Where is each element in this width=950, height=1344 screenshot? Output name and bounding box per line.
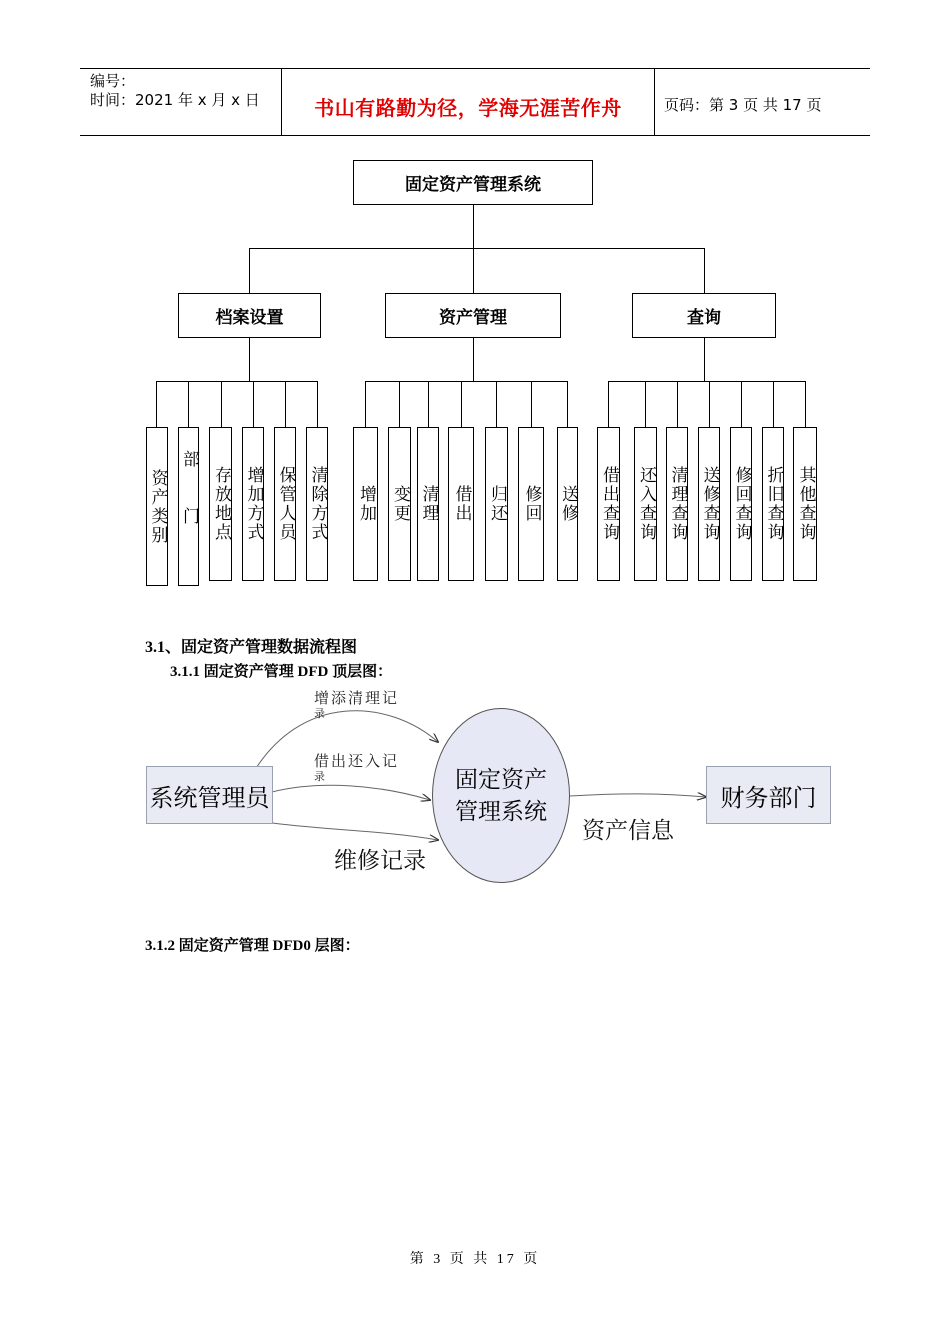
org-group-box bbox=[385, 293, 561, 338]
connector bbox=[473, 205, 474, 249]
org-leaf-label: 变更 bbox=[390, 485, 410, 523]
header-meta bbox=[90, 72, 260, 110]
flow-label-lend-tail: 录 bbox=[314, 770, 327, 783]
header-divider-2 bbox=[654, 68, 655, 136]
connector bbox=[461, 381, 462, 427]
org-group-label: 查询 bbox=[687, 308, 721, 328]
dfd-source-label: 系统管理员 bbox=[149, 783, 270, 812]
connector bbox=[156, 381, 317, 382]
flow-label-clean: 增添清理记 bbox=[314, 689, 400, 707]
connector bbox=[156, 381, 157, 427]
dfd-source-entity bbox=[146, 766, 273, 824]
dfd-sink-entity bbox=[706, 766, 831, 824]
connector bbox=[365, 381, 366, 427]
org-leaf-box bbox=[730, 427, 752, 581]
section-heading-3-1: 3.1、固定资产管理数据流程图 bbox=[145, 639, 358, 656]
dfd-process-label: 固定资产管理系统 bbox=[455, 766, 547, 825]
flow-label-lend: 借出还入记 bbox=[314, 752, 400, 770]
org-leaf-label: 增加 bbox=[356, 485, 376, 523]
connector bbox=[285, 381, 286, 427]
org-leaf-box bbox=[698, 427, 720, 581]
section-heading-3-1-2: 3.1.2 固定资产管理 DFD0 层图： bbox=[145, 938, 360, 954]
connector bbox=[567, 381, 568, 427]
connector bbox=[473, 338, 474, 382]
org-leaf-label: 送修查询 bbox=[699, 466, 720, 542]
org-leaf-box bbox=[485, 427, 508, 581]
connector bbox=[709, 381, 710, 427]
org-leaf-label: 归还 bbox=[487, 485, 507, 523]
org-leaf-box bbox=[353, 427, 378, 581]
org-leaf-box bbox=[666, 427, 688, 581]
connector bbox=[496, 381, 497, 427]
connector bbox=[805, 381, 806, 427]
connector bbox=[773, 381, 774, 427]
header-top-rule bbox=[80, 68, 870, 69]
org-leaf-label: 增加方式 bbox=[243, 466, 264, 542]
header-time: 时间：2021 年 x 月 x 日 bbox=[90, 91, 260, 109]
org-leaf-label: 资产类别 bbox=[147, 468, 168, 545]
header-page-number: 页码：第 3 页 共 17 页 bbox=[664, 96, 822, 114]
org-group-label: 档案设置 bbox=[215, 308, 284, 328]
connector bbox=[704, 248, 705, 293]
connector bbox=[704, 338, 705, 382]
flow-arrow-repair bbox=[265, 822, 438, 840]
connector bbox=[608, 381, 805, 382]
org-root-label: 固定资产管理系统 bbox=[405, 175, 541, 195]
org-leaf-box bbox=[388, 427, 411, 581]
org-leaf-label: 借出 bbox=[451, 485, 472, 523]
connector bbox=[317, 381, 318, 427]
header-number: 编号： bbox=[90, 72, 136, 90]
connector bbox=[645, 381, 646, 427]
connector bbox=[741, 381, 742, 427]
org-leaf-label: 部门 bbox=[179, 449, 199, 564]
org-leaf-box bbox=[762, 427, 784, 581]
connector bbox=[428, 381, 429, 427]
connector bbox=[365, 381, 567, 382]
org-group-box bbox=[178, 293, 321, 338]
section-heading-3-1-1: 3.1.1 固定资产管理 DFD 顶层图： bbox=[170, 664, 393, 680]
org-leaf-label: 借出查询 bbox=[599, 466, 619, 542]
org-leaf-label: 折旧查询 bbox=[763, 466, 784, 542]
flow-label-repair: 维修记录 bbox=[334, 848, 426, 874]
org-leaf-box bbox=[597, 427, 620, 581]
connector bbox=[531, 381, 532, 427]
connector bbox=[249, 248, 250, 293]
org-leaf-label: 清理 bbox=[418, 485, 439, 523]
org-leaf-box bbox=[557, 427, 578, 581]
connector bbox=[399, 381, 400, 427]
flow-label-asset-info: 资产信息 bbox=[582, 818, 674, 844]
flow-arrow-lend bbox=[272, 785, 430, 800]
org-leaf-box bbox=[306, 427, 328, 581]
org-leaf-box bbox=[448, 427, 474, 581]
connector bbox=[249, 338, 250, 382]
org-leaf-box bbox=[146, 427, 168, 586]
org-leaf-label: 送修 bbox=[558, 485, 578, 523]
org-leaf-box bbox=[242, 427, 264, 581]
connector bbox=[221, 381, 222, 427]
org-leaf-label: 清理查询 bbox=[667, 466, 688, 542]
flow-label-clean-tail: 录 bbox=[314, 707, 327, 720]
connector bbox=[473, 248, 474, 293]
org-leaf-label: 修回 bbox=[521, 485, 542, 523]
org-root-box bbox=[353, 160, 593, 205]
org-leaf-box bbox=[274, 427, 296, 581]
connector bbox=[677, 381, 678, 427]
header-motto: 书山有路勤为径，学海无涯苦作舟 bbox=[314, 96, 622, 120]
org-leaf-box bbox=[518, 427, 544, 581]
dfd-sink-label: 财务部门 bbox=[720, 783, 817, 812]
org-group-box bbox=[632, 293, 776, 338]
org-leaf-label: 其他查询 bbox=[795, 466, 816, 542]
org-leaf-label: 还入查询 bbox=[636, 466, 656, 542]
flow-arrow-asset-info bbox=[570, 794, 706, 797]
org-leaf-box bbox=[793, 427, 817, 581]
org-leaf-box bbox=[634, 427, 657, 581]
org-leaf-label: 清除方式 bbox=[307, 466, 328, 542]
org-leaf-box bbox=[178, 427, 199, 586]
page-footer: 第 3 页 共 17 页 bbox=[409, 1252, 541, 1267]
org-leaf-label: 修回查询 bbox=[731, 466, 752, 542]
org-leaf-label: 存放地点 bbox=[211, 466, 231, 542]
org-leaf-label: 保管人员 bbox=[275, 466, 296, 542]
org-leaf-box bbox=[417, 427, 439, 581]
header-bottom-rule bbox=[80, 135, 870, 136]
connector bbox=[608, 381, 609, 427]
connector bbox=[249, 248, 705, 249]
dfd-process bbox=[432, 708, 570, 883]
org-leaf-box bbox=[209, 427, 232, 581]
connector bbox=[253, 381, 254, 427]
connector bbox=[188, 381, 189, 427]
org-group-label: 资产管理 bbox=[439, 308, 507, 328]
